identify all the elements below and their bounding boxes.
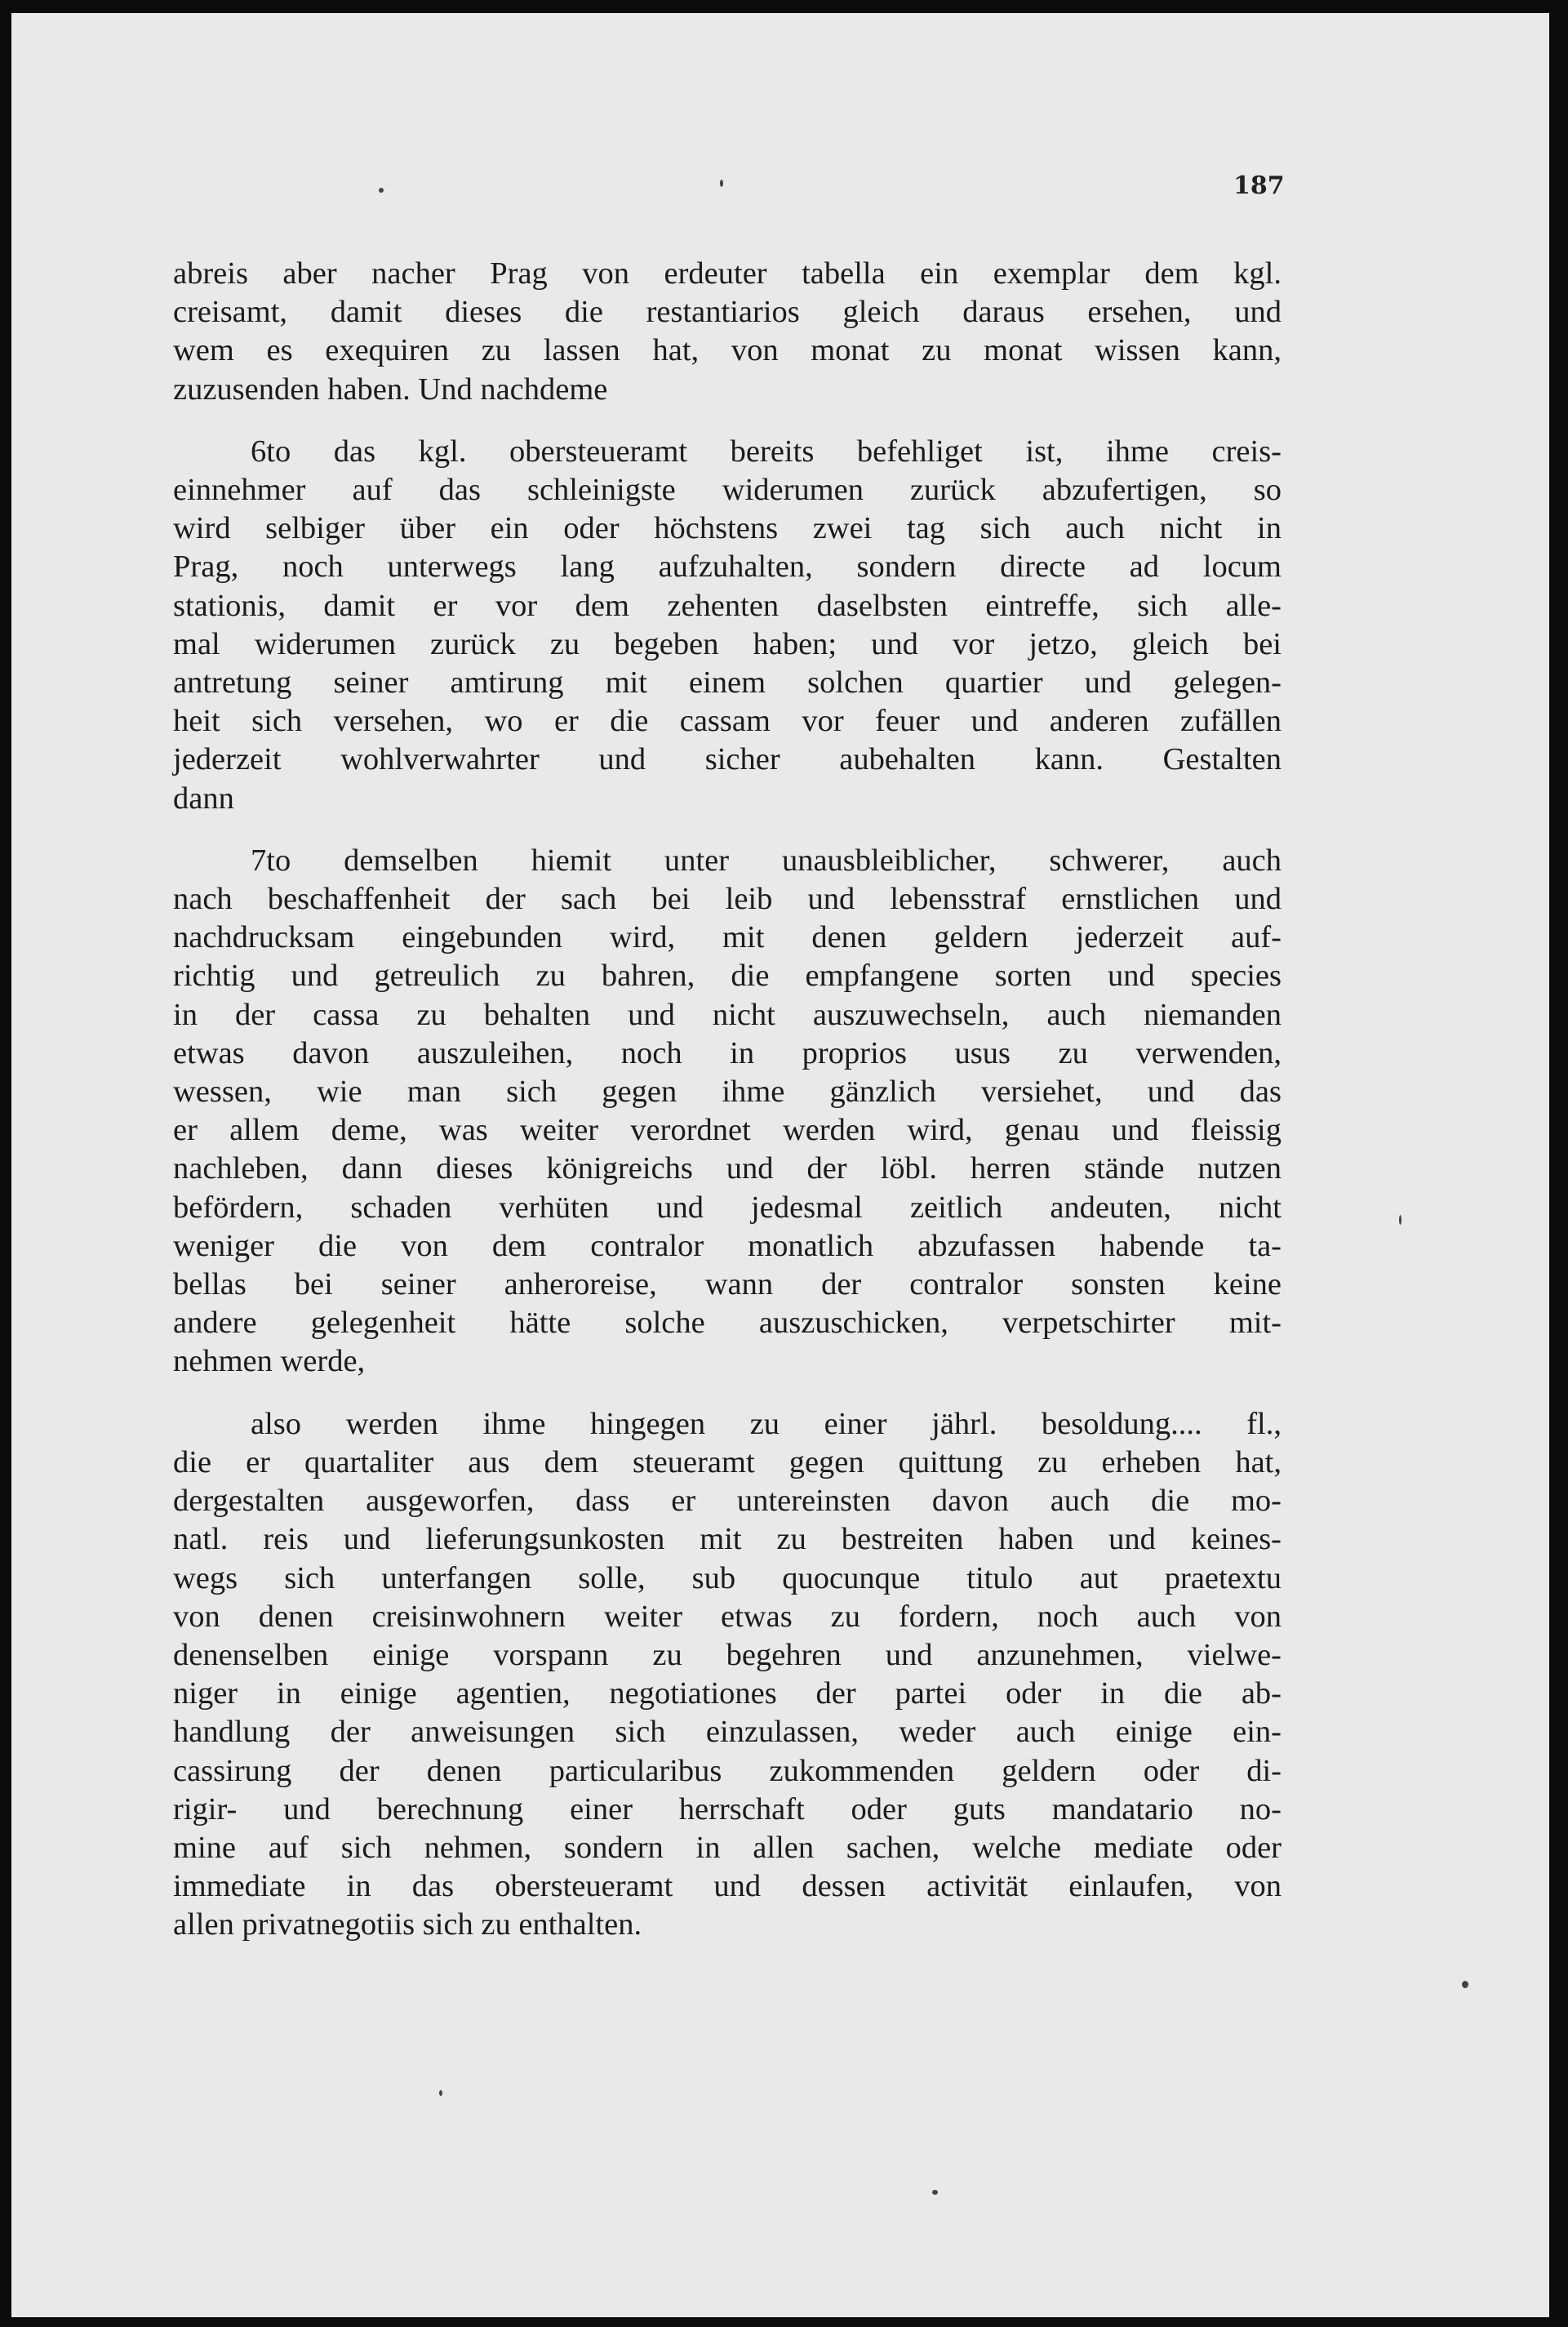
text-line: denenselben einige vorspann zu begehren und anzunehmen, vielwe- [173,1637,1281,1672]
text-line: cassirung der denen particularibus zukommenden geldern oder di- [173,1753,1281,1788]
text-line: immediate in das obersteueramt und dessen activität einlaufen, von [173,1869,1281,1904]
text-line: einnehmer auf das schleinigste widerumen zurück abzufertigen, so [173,473,1281,508]
text-line: handlung der anweisungen sich einzulassen, weder auch einige ein- [173,1715,1281,1750]
text-line: befördern, schaden verhüten und jedesmal zeitlich andeuten, nicht [173,1190,1281,1225]
paragraph-6to [173,433,1281,818]
text-line: wem es exequiren zu lassen hat, von monat zu monat wissen kann, [173,333,1281,368]
text-line: Prag, noch unterwegs lang aufzuhalten, sondern directe ad locum [173,549,1281,585]
text-line: jederzeit wohlverwahrter und sicher aubehalten kann. Gestalten [173,742,1281,777]
text-line: nachleben, dann dieses königreichs und der löbl. herren stände nutzen [173,1151,1281,1186]
text-line: also werden ihme hingegen zu einer jährl. besoldung.... fl., [251,1406,1281,1441]
text-line: dann [173,781,234,816]
text-line: rigir- und berechnung einer herrschaft oder guts mandatario no- [173,1791,1281,1826]
text-line: 6to das kgl. obersteueramt bereits befehliget ist, ihme creis- [251,434,1281,469]
text-line: mine auf sich nehmen, sondern in allen sachen, welche mediate oder [173,1830,1281,1865]
text-line: nach beschaffenheit der sach bei leib und lebensstraf ernstlichen und [173,882,1281,917]
text-line: zuzusenden haben. Und nachdeme [173,372,608,407]
text-line: abreis aber nacher Prag von erdeuter tabella ein exemplar dem kgl. [173,256,1281,291]
body-text [173,255,1281,1945]
scan-speck [720,180,723,187]
text-line: creisamt, damit dieses die restantiarios gleich daraus ersehen, und [173,295,1281,330]
text-line: nachdrucksam eingebunden wird, mit denen geldern jederzeit auf- [173,920,1281,955]
scan-speck [1399,1215,1401,1225]
text-line: wegs sich unterfangen solle, sub quocunque titulo aut praetextu [173,1560,1281,1595]
text-line: 7to demselben hiemit unter unausbleiblicher, schwerer, auch [251,843,1281,878]
text-line: bellas bei seiner anheroreise, wann der contralor sonsten keine [173,1267,1281,1302]
text-line: andere gelegenheit hätte solche auszuschicken, verpetschirter mit- [173,1306,1281,1341]
text-line: mal widerumen zurück zu begeben haben; und vor jetzo, gleich bei [173,626,1281,661]
scan-speck [932,2190,938,2195]
text-line: die er quartaliter aus dem steueramt gegen quittung zu erheben hat, [173,1444,1281,1479]
text-line: niger in einige agentien, negotiationes der partei oder in die ab- [173,1676,1281,1711]
scan-speck [1462,1981,1468,1988]
text-line: natl. reis und lieferungsunkosten mit zu bestreiten haben und keines- [173,1522,1281,1557]
scan-speck [439,2090,442,2096]
text-line: stationis, damit er vor dem zehenten daselbsten eintreffe, sich alle- [173,588,1281,623]
text-line: etwas davon auszuleihen, noch in proprios usus zu verwenden, [173,1035,1281,1070]
text-line: wessen, wie man sich gegen ihme gänzlich versiehet, und das [173,1075,1281,1110]
page-number: 187 [1233,171,1285,200]
text-line: allen privatnegotiis sich zu enthalten. [173,1907,642,1942]
paragraph-7to [173,842,1281,1382]
text-line: von denen creisinwohnern weiter etwas zu fordern, noch auch von [173,1599,1281,1634]
text-line: antretung seiner amtirung mit einem solchen quartier und gelegen- [173,665,1281,701]
text-line: richtig und getreulich zu bahren, die empfangene sorten und species [173,959,1281,994]
text-line: dergestalten ausgeworfen, dass er untereinsten davon auch die mo- [173,1484,1281,1519]
text-line: in der cassa zu behalten und nicht auszuwechseln, auch niemanden [173,997,1281,1032]
paragraph-besoldung [173,1405,1281,1945]
text-line: er allem deme, was weiter verordnet werden wird, genau und fleissig [173,1113,1281,1148]
paragraph-continuation [173,255,1281,409]
scan-speck [379,188,384,193]
text-line: nehmen werde, [173,1344,366,1379]
text-line: heit sich versehen, wo er die cassam vor feuer und anderen zufällen [173,704,1281,739]
text-line: weniger die von dem contralor monatlich abzufassen habende ta- [173,1228,1281,1263]
text-line: wird selbiger über ein oder höchstens zwei tag sich auch nicht in [173,511,1281,546]
